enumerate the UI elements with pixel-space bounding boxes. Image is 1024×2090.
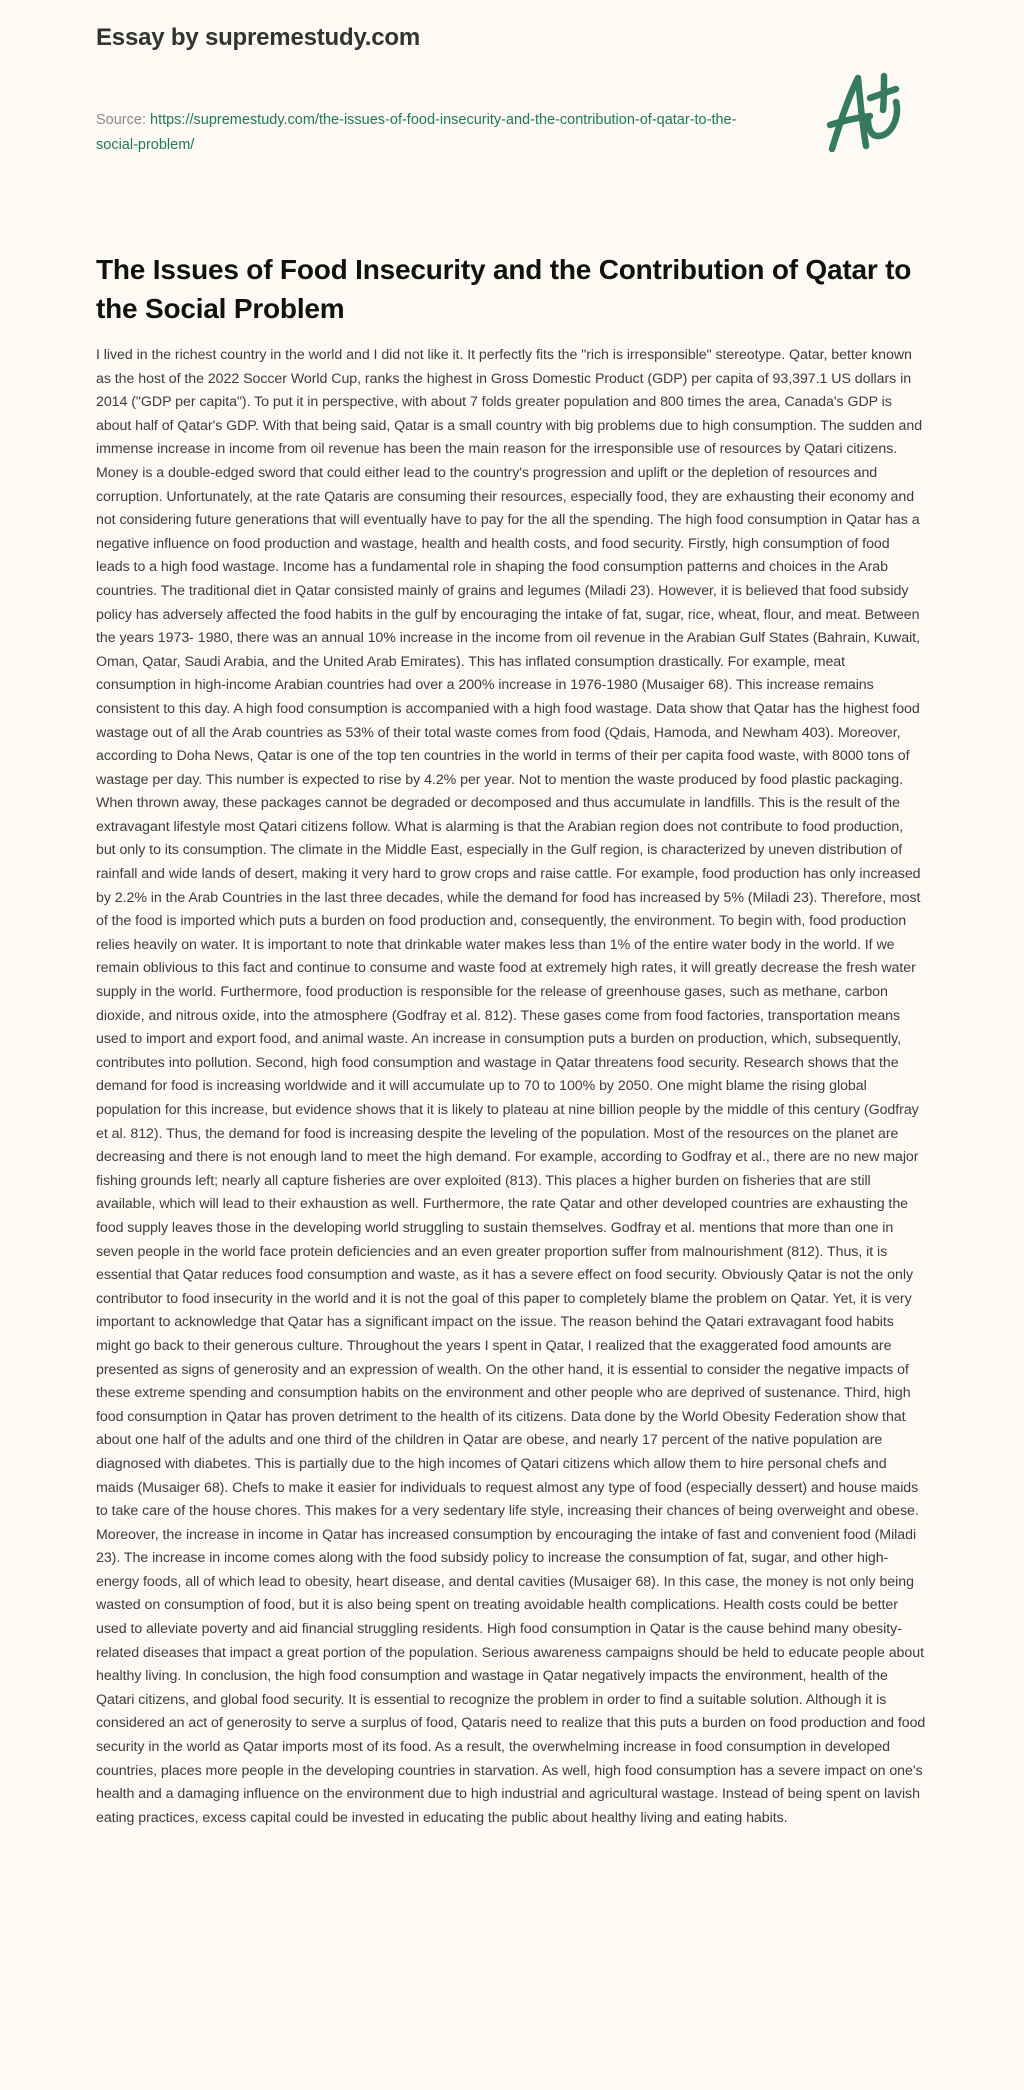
source-link[interactable]: https://supremestudy.com/the-issues-of-food-insecurity-and-the-contribution-of-qatar-to-the-social-problem/ (96, 112, 737, 153)
site-title: Essay by supremestudy.com (96, 24, 421, 51)
header (0, 0, 1024, 240)
source-line (96, 108, 776, 158)
source-label: Source: (96, 112, 150, 128)
essay-title: The Issues of Food Insecurity and the Contribution of Qatar to the Social Problem (96, 254, 912, 324)
essay-body: I lived in the richest country in the world and I did not like it. It perfectly fits the "rich is irresponsible" stereotype. Qatar, better known as the host of the 2022 Soccer World Cup, ranks the highest in Gross Domestic Product (GDP) per capita of 93,397.1 US dollars in 2014 ("GDP per capita"). To put it in perspective, with about 7 folds greater population and 800 times the area, Canada's GDP is about half of Qatar's GDP. With that being said, Qatar is a small country with big problems due to high consumption. The sudden and immense increase in income from oil revenue has been the main reason for the irresponsible use of resources by Qatari citizens. Money is a double-edged sword that could either lead to the country's progression and uplift or the depletion of resources and corruption. Unfortunately, at the rate Qataris are consuming their resources, especially food, they are exhausting their economy and not considering future generations that will eventually have to pay for the all the spending. The high food consumption in Qatar has a negative influence on food production and wastage, health and health costs, and food security. Firstly, high consumption of food leads to a high food wastage. Income has a fundamental role in shaping the food consumption patterns and choices in the Arab countries. The traditional diet in Qatar consisted mainly of grains and legumes (Miladi 23). However, it is believed that food subsidy policy has adversely affected the food habits in the gulf by encouraging the intake of fat, sugar, rice, wheat, flour, and meat. Between the years 1973- 1980, there was an annual 10% increase in the income from oil revenue in the Arabian Gulf States (Bahrain, Kuwait, Oman, Qatar, Saudi Arabia, and the United Arab Emirates). This has inflated consumption drastically. For example, meat consumption in high-income Arabian countries had over a 200% increase in 1976-1980 (Musaiger 68). This increase remains consistent to this day. A high food consumption is accompanied with a high food wastage. Data show that Qatar has the highest food wastage out of all the Arab countries as 53% of their total waste comes from food (Qdais, Hamoda, and Newham 403). Moreover, according to Doha News, Qatar is one of the top ten countries in the world in terms of their per capita food waste, with 8000 tons of wastage per day. This number is expected to rise by 4.2% per year. Not to mention the waste produced by food plastic packaging. When thrown away, these packages cannot be degraded or decomposed and thus accumulate in landfills. This is the result of the extravagant lifestyle most Qatari citizens follow. What is alarming is that the Arabian region does not contribute to food production, but only to its consumption. The climate in the Middle East, especially in the Gulf region, is characterized by uneven distribution of rainfall and wide lands of desert, making it very hard to grow crops and raise cattle. For example, food production has only increased by 2.2% in the Arab Countries in the last three decades, while the demand for food has increased by 5% (Miladi 23). Therefore, most of the food is imported which puts a burden on food production and, consequently, the environment. To begin with, food production relies heavily on water. It is important to note that drinkable water makes less than 1% of the entire water body in the world. If we remain oblivious to this fact and continue to consume and waste food at extremely high rates, it will greatly decrease the fresh water supply in the world. Furthermore, food production is responsible for the release of greenhouse gases, such as methane, carbon dioxide, and nitrous oxide, into the atmosphere (Godfray et al. 812). These gases come from food factories, transportation means used to import and export food, and animal waste. An increase in consumption puts a burden on production, which, subsequently, contributes into pollution. Second, high food consumption and wastage in Qatar threatens food security. Research shows that the demand for food is increasing worldwide and it will accumulate up to 70 to 100% by 2050. One might blame the rising global population for this increase, but evidence shows that it is likely to plateau at nine billion people by the middle of this century (Godfray et al. 812). Thus, the demand for food is increasing despite the leveling of the population. Most of the resources on the planet are decreasing and there is not enough land to meet the high demand. For example, according to Godfray et al., there are no new major fishing grounds left; nearly all capture fisheries are over exploited (813). This places a higher burden on fisheries that are still available, which will lead to their exhaustion as well. Furthermore, the rate Qatar and other developed countries are exhausting the food supply leaves those in the developing world struggling to sustain themselves. Godfray et al. mentions that more than one in seven people in the world face protein deficiencies and an even greater proportion suffer from malnourishment (812). Thus, it is essential that Qatar reduces food consumption and waste, as it has a severe effect on food security. Obviously Qatar is not the only contributor to food insecurity in the world and it is not the goal of this paper to completely blame the problem on Qatar. Yet, it is very important to acknowledge that Qatar has a significant impact on the issue. The reason behind the Qatari extravagant food habits might go back to their generous culture. Throughout the years I spent in Qatar, I realized that the exaggerated food amounts are presented as signs of generosity and an expression of wealth. On the other hand, it is essential to consider the negative impacts of these extreme spending and consumption habits on the environment and other people who are deprived of sustenance. Third, high food consumption in Qatar has proven detriment to the health of its citizens. Data done by the World Obesity Federation show that about one half of the adults and one third of the children in Qatar are obese, and nearly 17 percent of the native population are diagnosed with diabetes. This is partially due to the high incomes of Qatari citizens which allow them to hire personal chefs and maids (Musaiger 68). Chefs to make it easier for individuals to request almost any type of food (especially dessert) and house maids to take care of the house chores. This makes for a very sedentary life style, increasing their chances of being overweight and obese. Moreover, the increase in income in Qatar has increased consumption by encouraging the intake of fast and convenient food (Miladi 23). The increase in income comes along with the food subsidy policy to increase the consumption of fat, sugar, and other high-energy foods, all of which lead to obesity, heart disease, and dental cavities (Musaiger 68). In this case, the money is not only being wasted on consumption of food, but it is also being spent on treating avoidable health complications. Health costs could be better used to alleviate poverty and aid financial struggling residents. High food consumption in Qatar is the cause behind many obesity-related diseases that impact a great portion of the population. Serious awareness campaigns should be held to educate people about healthy living. In conclusion, the high food consumption and wastage in Qatar negatively impacts the environment, health of the Qatari citizens, and global food security. It is essential to recognize the problem in order to find a suitable solution. Although it is considered an act of generosity to serve a surplus of food, Qataris need to realize that this puts a burden on food production and food security in the world as Qatar imports most of its food. As a result, the overwhelming increase in food consumption in developed countries, places more people in the developing countries in starvation. As well, high food consumption has a severe impact on one's health and a damaging influence on the environment due to high industrial and agricultural wastage. Instead of being spent on lavish eating practices, excess capital could be invested in educating the public about healthy living and eating habits. (96, 347, 926, 1826)
essay (96, 250, 926, 1830)
a-plus-icon (826, 68, 926, 168)
